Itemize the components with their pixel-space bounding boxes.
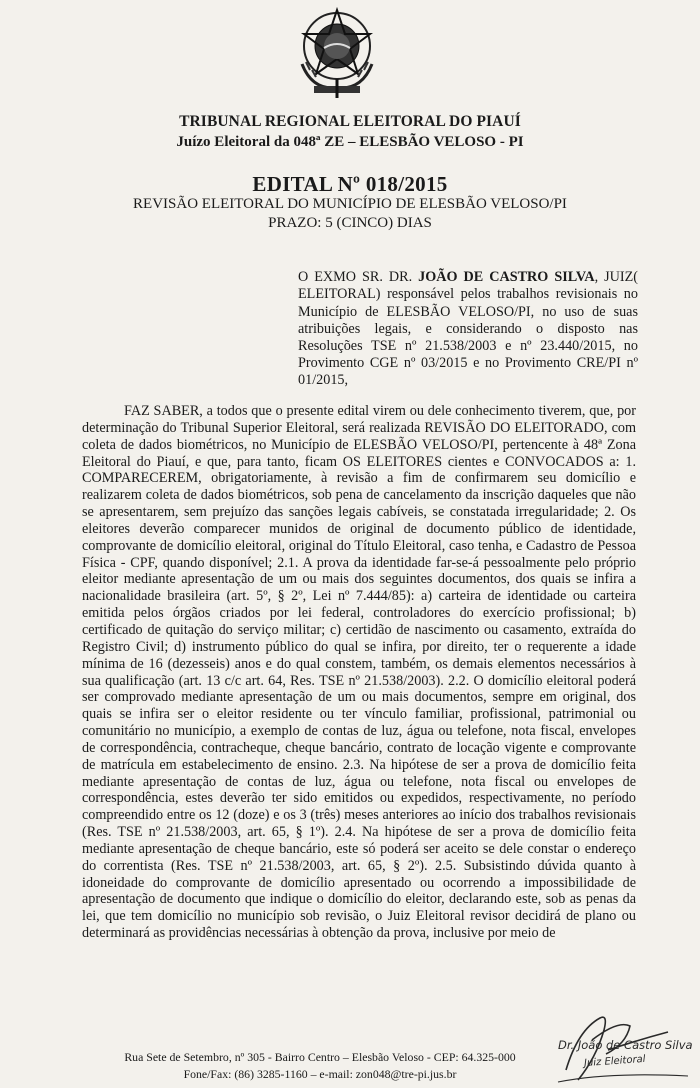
footer-contact: Fone/Fax: (86) 3285-1160 – e-mail: zon048@tre-pi.jus.br <box>183 1067 457 1081</box>
edital-subject: REVISÃO ELEITORAL DO MUNICÍPIO DE ELESBÃO VELOSO/PI <box>133 196 567 212</box>
document-header <box>0 112 700 152</box>
signature-name: Dr. João de Castro Silva <box>558 1038 693 1052</box>
coat-of-arms-icon <box>292 4 382 100</box>
document-footer <box>0 1049 640 1083</box>
intro-prefix: O EXMO SR. DR. <box>298 269 419 286</box>
court-name: Juízo Eleitoral da 048ª ZE – ELESBÃO VELOSO - PI <box>176 134 524 150</box>
footer-address: Rua Sete de Setembro, nº 305 - Bairro Centro – Elesbão Veloso - CEP: 64.325-000 <box>124 1050 516 1064</box>
intro-paragraph <box>298 269 638 389</box>
institution-name: TRIBUNAL REGIONAL ELEITORAL DO PIAUÍ <box>179 113 521 130</box>
body-paragraph: FAZ SABER, a todos que o presente edital virem ou dele conhecimento tiverem, que, por determinação do Tribunal Superior Eleitoral, será realizada REVISÃO DO ELEITORADO, com coleta de dados biométricos, no Município de ELESBÃO VELOSO/PI, pertencente à 48ª Zona Eleitoral do Piauí, e que, para tanto, ficam OS ELEITORES cientes e CONVOCADOS a: 1. COMPARECEREM, obrigatoriamente, à revisão a fim de confirmarem seu domicílio e realizarem coleta de dados biométricos, sob pena de cancelamento da inscrição daqueles que não se apresentarem, sem prejuízo das sanções legais cabíveis, se constatada irregularidade; 2. Os eleitores deverão comparecer munidos de original de documento público de identidade, comprovante de domicílio eleitoral, original do Título Eleitoral, caso tenha, e Cadastro de Pessoa Física - CPF, quando disponível; 2.1. A prova da identidade far-se-á pessoalmente pelo próprio eleitor mediante apresentação de um ou mais dos seguintes documentos, dos quais se infira a nacionalidade brasileira (art. 5º, § 2º, Lei nº 7.444/85): a) carteira de identidade ou carteira emitida pelos órgãos criados por lei federal, controladores do exercício profissional; b) certificado de quitação do serviço militar; c) certidão de nascimento ou casamento, extraída do Registro Civil; d) instrumento público do qual se infira, por direito, ter o requerente a idade mínima de 16 (dezesseis) anos e do qual constem, também, os demais elementos necessários à sua qualificação (art. 13 c/c art. 64, Res. TSE nº 21.538/2003). 2.2. O domicílio eleitoral poderá ser comprovado mediante apresentação de um ou mais documentos, sempre em original, dos quais se infira ser o eleitor residente ou ter vínculo familiar, profissional, patrimonial ou comunitário no município, a exemplo de contas de luz, água ou telefone, nota fiscal, envelopes de correspondência, contracheque, cheque bancário, contrato de locação vigente e comprovante de matrícula em estabelecimento de ensino. 2.3. Na hipótese de ser a prova de domicílio feita mediante apresentação de contas de luz, água ou telefone, nota fiscal ou envelopes de correspondência, estes deverão ter sido emitidos ou expedidos, respectivamente, no período compreendido entre os 12 (doze) e os 3 (três) meses anteriores ao início dos trabalhos revisionais (Res. TSE nº 21.538/2003, art. 65, § 1º). 2.4. Na hipótese de ser a prova de domicílio feita mediante apresentação de cheque bancário, este só poderá ser aceito se dele constar o endereço do correntista (Res. TSE nº 21.538/2003, art. 65, § 2º). 2.5. Subsistindo dúvida quanto à idoneidade do comprovante de domicílio apresentado ou ocorrendo a impossibilidade de apresentação de documento que indique o domicílio do eleitor, declarando este, sob as penas da lei, que tem domicílio no município sob revisão, o Juiz Eleitoral revisor decidirá de plano ou determinará as providências necessárias à obtenção da prova, inclusive por meio de <box>82 403 636 942</box>
judge-name: JOÃO DE CASTRO SILVA <box>418 269 595 286</box>
edital-deadline: PRAZO: 5 (CINCO) DIAS <box>268 215 432 231</box>
intro-rest: , JUIZ( ELEITORAL) responsável pelos trabalhos revisionais no Município de ELESBÃO VELOSO/PI, no uso de suas atribuições legais, e considerando o disposto nas Resoluções TSE nº 21.538/2003 e nº 23.440/2015, no Provimento CGE nº 03/2015 e no Provimento CRE/PI nº 01/2015, <box>298 269 638 389</box>
edital-subtitle <box>0 195 700 233</box>
edital-title: EDITAL Nº 018/2015 <box>252 172 448 196</box>
signature-role: Juiz Eleitoral <box>583 1053 646 1070</box>
